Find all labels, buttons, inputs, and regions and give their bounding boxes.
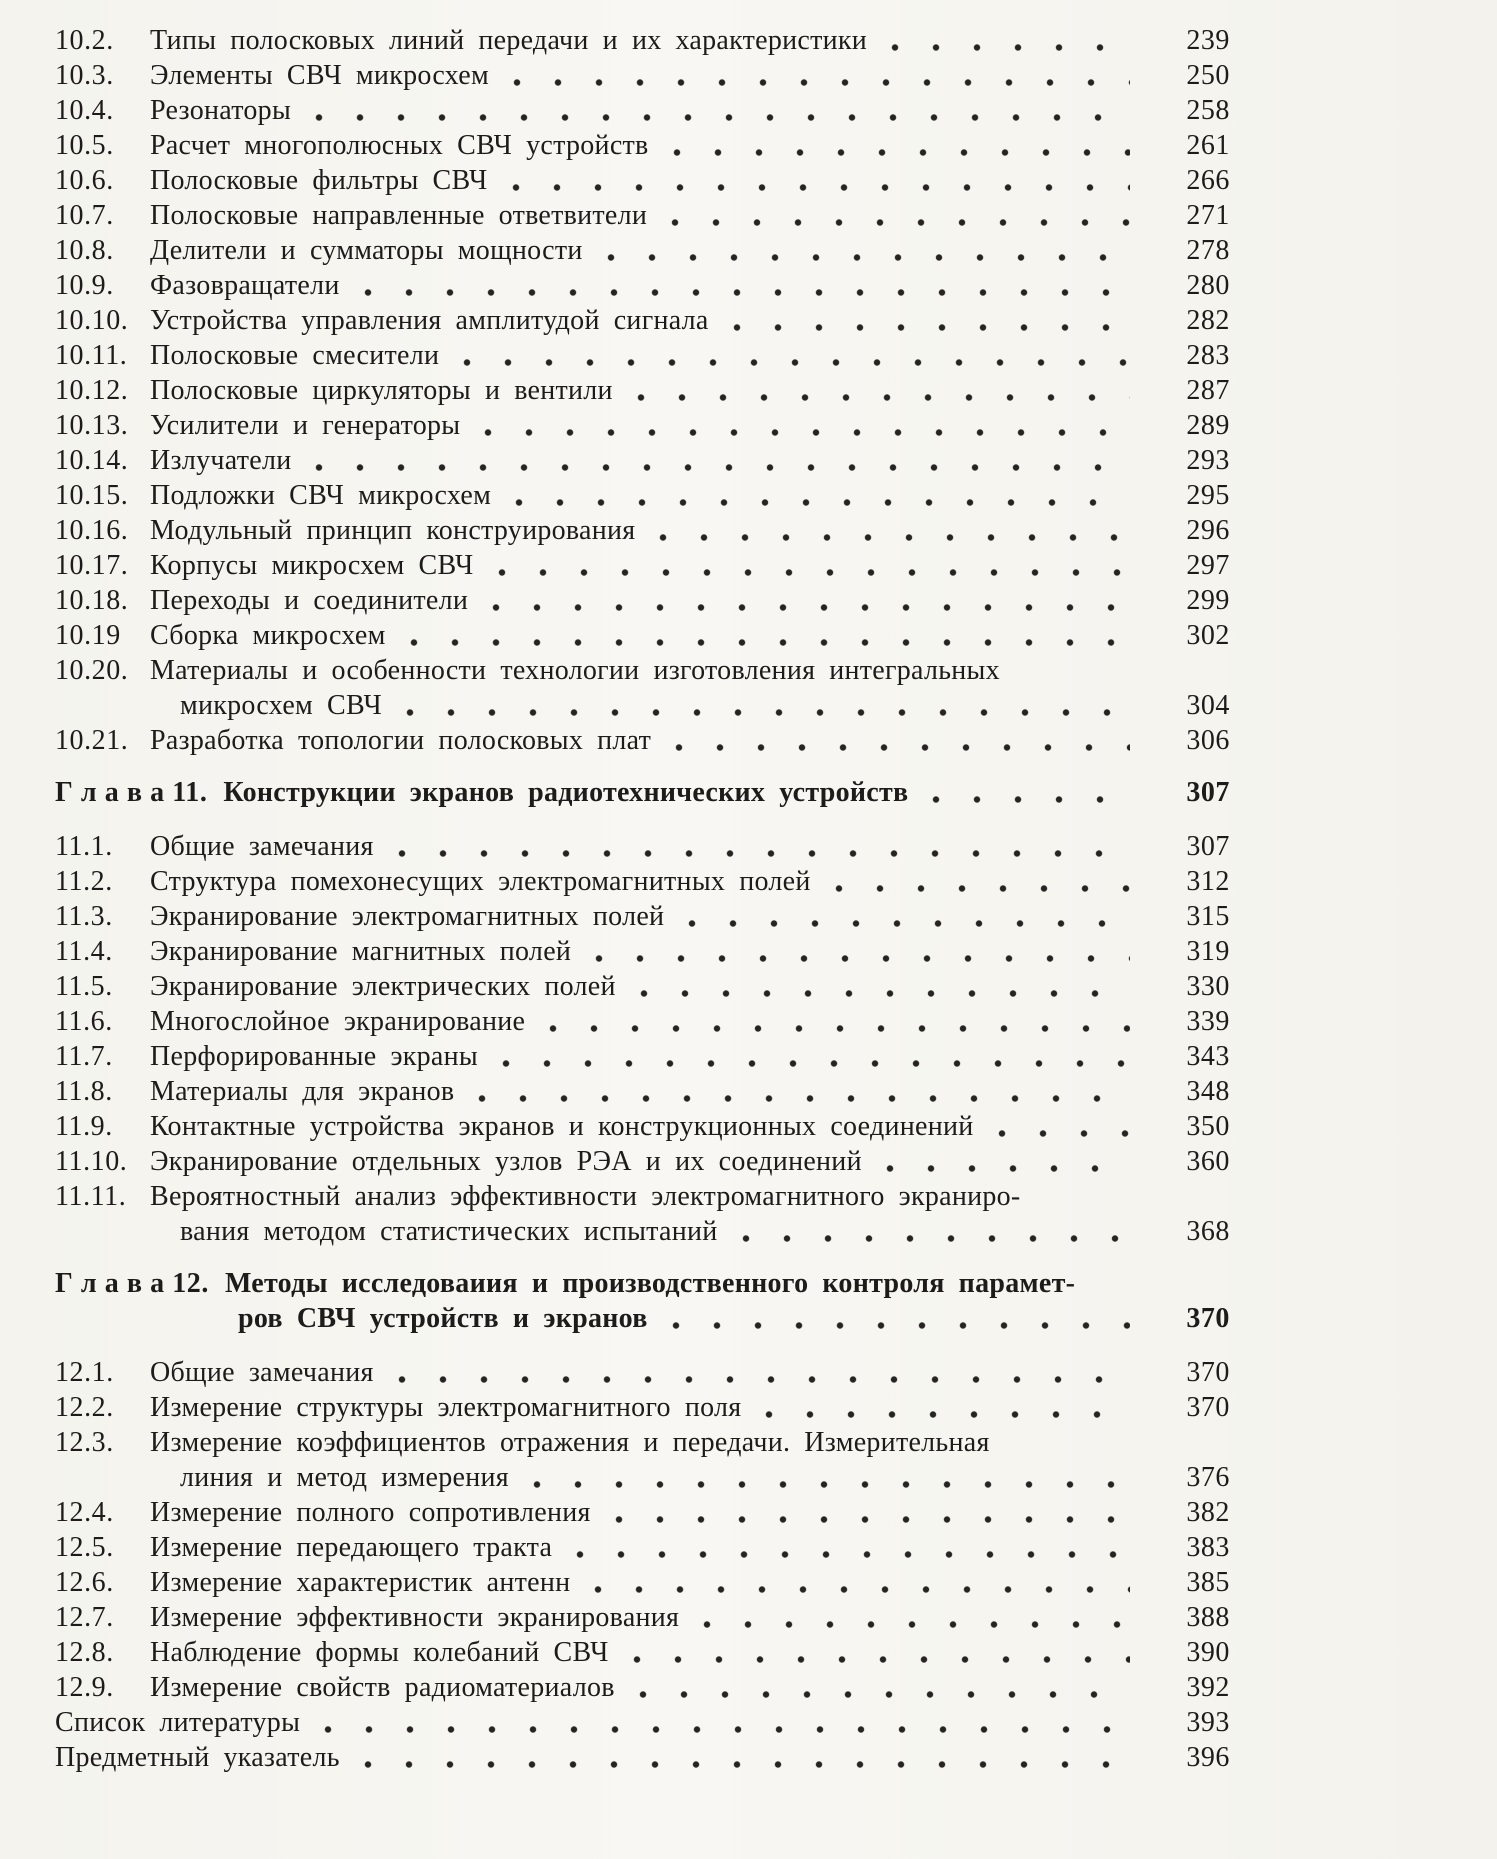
toc-entry-number: 11.3. <box>55 901 113 932</box>
toc-entry-title: Измерение свойств радиоматериалов <box>150 1672 615 1703</box>
toc-entry-number: 11.5. <box>55 971 113 1002</box>
toc-entry-page: 319 <box>1186 936 1230 967</box>
dot-leader <box>659 533 1130 542</box>
dot-leader <box>671 218 1130 227</box>
toc-entry-line <box>55 93 1230 128</box>
toc-entry-row <box>55 338 1230 373</box>
toc-entry-number: 10.11. <box>55 340 128 371</box>
toc-entry-title: Контактные устройства экранов и конструкционных соединений <box>150 1111 974 1142</box>
dot-leader <box>891 43 1130 52</box>
toc-entry-line <box>55 1495 1230 1530</box>
toc-entry-row <box>55 829 1230 864</box>
toc-entry-line <box>55 723 1230 758</box>
toc-entry-line <box>55 408 1230 443</box>
toc-entry-page: 393 <box>1186 1707 1230 1738</box>
dot-leader <box>324 1725 1130 1734</box>
toc-entry-row <box>55 548 1230 583</box>
toc-entry-title: Полосковые направленные ответвители <box>150 200 648 231</box>
toc-entry-row <box>55 1635 1230 1670</box>
toc-entry-page: 299 <box>1186 585 1230 616</box>
toc-entry-title: Конструкции экранов радиотехнических устройств <box>223 777 909 808</box>
toc-entry-line <box>55 58 1230 93</box>
toc-entry-number: 12.4. <box>55 1497 114 1528</box>
toc-entry-title: Полосковые смесители <box>150 340 440 371</box>
toc-entry-row <box>55 1495 1230 1530</box>
toc-entry-line <box>55 478 1230 513</box>
dot-leader <box>594 1585 1130 1594</box>
toc-entry-title: Элементы СВЧ микросхем <box>150 60 489 91</box>
toc-entry-title: Перфорированные экраны <box>150 1041 478 1072</box>
dot-leader <box>673 148 1130 157</box>
dot-leader <box>533 1480 1130 1489</box>
toc-entry-title: Многослойное экранирование <box>150 1006 526 1037</box>
toc-entry-line <box>55 1039 1230 1074</box>
toc-entry-number: 12.6. <box>55 1567 114 1598</box>
toc-entry-page: 239 <box>1186 25 1230 56</box>
toc-entry-line <box>55 198 1230 233</box>
toc-entry-page: 280 <box>1186 270 1230 301</box>
toc-entry-page: 261 <box>1186 130 1230 161</box>
toc-entry-page: 370 <box>1186 1303 1230 1334</box>
toc-entry-title: Общие замечания <box>150 1357 374 1388</box>
toc-entry-title: Материалы и особенности технологии изготовления интегральных <box>150 655 1000 686</box>
toc-entry-line <box>55 268 1230 303</box>
toc-entry-number: 10.16. <box>55 515 129 546</box>
toc-entry-number: 11.4. <box>55 936 113 967</box>
toc-entry-page: 289 <box>1186 410 1230 441</box>
dot-leader <box>498 568 1131 577</box>
dot-leader <box>315 113 1130 122</box>
toc-entry-page: 271 <box>1186 200 1230 231</box>
toc-entry-page: 283 <box>1186 340 1230 371</box>
toc-entry-number: 12.5. <box>55 1532 114 1563</box>
toc-entry-page: 343 <box>1186 1041 1230 1072</box>
dot-leader <box>607 253 1130 262</box>
toc-entry-page: 388 <box>1186 1602 1230 1633</box>
dot-leader <box>492 603 1130 612</box>
toc-entry-line <box>55 1109 1230 1144</box>
toc-entry-number: 10.8. <box>55 235 114 266</box>
toc-entry-page: 307 <box>1186 831 1230 862</box>
toc-entry-row <box>55 969 1230 1004</box>
toc-entry-title: Наблюдение формы колебаний СВЧ <box>150 1637 609 1668</box>
toc-entry-page: 339 <box>1186 1006 1230 1037</box>
toc-entry-line <box>55 548 1230 583</box>
toc-entry-page: 295 <box>1186 480 1230 511</box>
toc-entry-line <box>55 775 1230 810</box>
toc-entry-page: 383 <box>1186 1532 1230 1563</box>
toc-entry-title: Усилители и генераторы <box>150 410 461 441</box>
toc-entry-title: Измерение характеристик антенн <box>150 1567 571 1598</box>
toc-entry-line <box>55 1530 1230 1565</box>
toc-entry-row <box>55 443 1230 478</box>
toc-entry-number: 10.13. <box>55 410 129 441</box>
toc-entry-row <box>55 93 1230 128</box>
toc-entry-row <box>55 1179 1230 1249</box>
toc-entry-line <box>55 1301 1230 1336</box>
toc-entry-title: вания методом статистических испытаний <box>180 1216 718 1247</box>
toc-entry-row <box>55 723 1230 758</box>
toc-entry-page: 350 <box>1186 1111 1230 1142</box>
toc-entry-number: 11.7. <box>55 1041 113 1072</box>
toc-entry-page: 302 <box>1186 620 1230 651</box>
toc-entry-number: 10.6. <box>55 165 114 196</box>
toc-entry-title: Модульный принцип конструирования <box>150 515 636 546</box>
toc-entry-line <box>55 688 1230 723</box>
toc-entry-title: Структура помехонесущих электромагнитных полей <box>150 866 811 897</box>
toc-entry-title: Список литературы <box>55 1707 301 1738</box>
toc-entry-number: 10.10. <box>55 305 129 336</box>
toc-entry-number: 10.17. <box>55 550 129 581</box>
toc-entry-title: линия и метод измерения <box>180 1462 509 1493</box>
toc-entry-row <box>55 1074 1230 1109</box>
toc-entry-row <box>55 373 1230 408</box>
toc-entry-page: 376 <box>1186 1462 1230 1493</box>
toc-entry-page: 370 <box>1186 1357 1230 1388</box>
dot-leader <box>549 1024 1130 1033</box>
toc-entry-line <box>55 1004 1230 1039</box>
toc-entry-number: 11.8. <box>55 1076 113 1107</box>
toc-entry-row <box>55 1109 1230 1144</box>
toc-entry-line <box>55 23 1230 58</box>
toc-entry-page: 315 <box>1186 901 1230 932</box>
toc-entry-number: 10.15. <box>55 480 129 511</box>
toc-entry-page: 282 <box>1186 305 1230 336</box>
toc-entry-page: 390 <box>1186 1637 1230 1668</box>
toc-entry-row <box>55 303 1230 338</box>
toc-entry-row <box>55 1425 1230 1495</box>
toc-entry-row <box>55 1390 1230 1425</box>
toc-entry-title: Измерение структуры электромагнитного поля <box>150 1392 742 1423</box>
toc-entry-title: Корпусы микросхем СВЧ <box>150 550 474 581</box>
toc-entry-page: 250 <box>1186 60 1230 91</box>
toc-entry-row <box>55 408 1230 443</box>
toc-entry-title: Фазовращатели <box>150 270 340 301</box>
toc-entry-title: Вероятностный анализ эффективности электромагнитного экраниро- <box>150 1181 1021 1212</box>
toc-entry-number: 10.12. <box>55 375 129 406</box>
toc-entry-number: 10.19 <box>55 620 121 651</box>
toc-entry-line <box>55 373 1230 408</box>
toc-entry-number: Г л а в а 12. <box>55 1268 209 1299</box>
toc-entry-page: 360 <box>1186 1146 1230 1177</box>
toc-entry-line <box>55 128 1230 163</box>
toc-entry-title: Измерение полного сопротивления <box>150 1497 591 1528</box>
toc-entry-page: 330 <box>1186 971 1230 1002</box>
toc-entry-number: 12.1. <box>55 1357 114 1388</box>
toc-entry-page: 296 <box>1186 515 1230 546</box>
toc-entry-number: 10.9. <box>55 270 114 301</box>
toc-entry-row <box>55 1705 1230 1740</box>
toc-entry-line <box>55 1670 1230 1705</box>
toc-entry-row <box>55 653 1230 723</box>
toc-entry-number: 11.2. <box>55 866 113 897</box>
dot-leader <box>410 638 1130 647</box>
toc-entry-row <box>55 583 1230 618</box>
toc-entry-title: Разработка топологии полосковых плат <box>150 725 652 756</box>
toc-entry-number: 11.10. <box>55 1146 128 1177</box>
toc-entry-title: Измерение передающего тракта <box>150 1532 553 1563</box>
toc-entry-number: 12.2. <box>55 1392 114 1423</box>
toc-entry-row <box>55 198 1230 233</box>
toc-entry-line <box>55 1600 1230 1635</box>
toc-entry-number: 12.8. <box>55 1637 114 1668</box>
dot-leader <box>364 288 1130 297</box>
toc-entry-title: Расчет многополюсных СВЧ устройств <box>150 130 649 161</box>
toc-entry-line <box>55 653 1230 688</box>
toc-entry-number: Г л а в а 11. <box>55 777 208 808</box>
dot-leader <box>742 1234 1130 1243</box>
toc-entry-title: Измерение эффективности экранирования <box>150 1602 680 1633</box>
toc-entry-title: Устройства управления амплитудой сигнала <box>150 305 709 336</box>
toc-entry-line <box>55 899 1230 934</box>
toc-entry-number: 10.7. <box>55 200 114 231</box>
dot-leader <box>484 428 1130 437</box>
dot-leader <box>463 358 1130 367</box>
toc-entry-row <box>55 163 1230 198</box>
dot-leader <box>406 708 1130 717</box>
toc-entry-line <box>55 934 1230 969</box>
toc-entry-line <box>55 1390 1230 1425</box>
dot-leader <box>998 1129 1130 1138</box>
toc-entry-number: 11.6. <box>55 1006 113 1037</box>
toc-entry-number: 10.20. <box>55 655 129 686</box>
toc-entry-page: 385 <box>1186 1567 1230 1598</box>
toc-entry-number: 12.7. <box>55 1602 114 1633</box>
toc-entry-title: Полосковые фильтры СВЧ <box>150 165 488 196</box>
toc-entry-row <box>55 478 1230 513</box>
dot-leader <box>886 1164 1130 1173</box>
toc-entry-line <box>55 1740 1230 1775</box>
dot-leader <box>595 954 1130 963</box>
dot-leader <box>515 498 1130 507</box>
toc-entry-number: 10.4. <box>55 95 114 126</box>
toc-entry-title: Переходы и соединители <box>150 585 469 616</box>
toc-entry-title: Экранирование электрических полей <box>150 971 616 1002</box>
dot-leader <box>513 78 1130 87</box>
toc-entry-row <box>55 1600 1230 1635</box>
dot-leader <box>512 183 1130 192</box>
toc-entry-title: Материалы для экранов <box>150 1076 455 1107</box>
toc-entry-number: 10.2. <box>55 25 114 56</box>
toc-entry-page: 304 <box>1186 690 1230 721</box>
toc-entry-row <box>55 1355 1230 1390</box>
toc-entry-line <box>55 583 1230 618</box>
toc-entry-page: 370 <box>1186 1392 1230 1423</box>
toc-entry-title: микросхем СВЧ <box>180 690 383 721</box>
toc-entry-title: Резонаторы <box>150 95 292 126</box>
toc-entry-title: Подложки СВЧ микросхем <box>150 480 492 511</box>
toc-entry-row <box>55 1670 1230 1705</box>
toc-entry-title: Методы исследоваиия и производственного контроля парамет- <box>224 1268 1076 1299</box>
toc-entry-row <box>55 1530 1230 1565</box>
dot-leader <box>398 1375 1130 1384</box>
dot-leader <box>478 1094 1130 1103</box>
toc-entry-line <box>55 1214 1230 1249</box>
toc-entry-page: 293 <box>1186 445 1230 476</box>
toc-entry-number: 12.3. <box>55 1427 114 1458</box>
toc-entry-number: 10.21. <box>55 725 129 756</box>
toc-entry-page: 287 <box>1186 375 1230 406</box>
toc-entry-number: 11.1. <box>55 831 113 862</box>
dot-leader <box>835 884 1130 893</box>
toc-entry-title: Предметный указатель <box>55 1742 340 1773</box>
dot-leader <box>637 393 1130 402</box>
toc-entry-page: 297 <box>1186 550 1230 581</box>
dot-leader <box>733 323 1130 332</box>
toc-entry-page: 368 <box>1186 1216 1230 1247</box>
toc-entry-row <box>55 1039 1230 1074</box>
dot-leader <box>633 1655 1130 1664</box>
toc-entry-line <box>55 1705 1230 1740</box>
toc-entry-title: Полосковые циркуляторы и вентили <box>150 375 613 406</box>
toc-entry-number: 11.9. <box>55 1111 113 1142</box>
dot-leader <box>675 743 1130 752</box>
toc-entry-number: 12.9. <box>55 1672 114 1703</box>
toc-entry-line <box>55 969 1230 1004</box>
toc-entry-line <box>55 338 1230 373</box>
toc-entry-row <box>55 1004 1230 1039</box>
toc-entry-page: 266 <box>1186 165 1230 196</box>
toc-entry-row <box>55 934 1230 969</box>
toc-entry-line <box>55 1425 1230 1460</box>
toc-entry-row <box>55 1740 1230 1775</box>
dot-leader <box>688 919 1130 928</box>
dot-leader <box>672 1321 1130 1330</box>
toc-entry-row <box>55 513 1230 548</box>
toc-entry-page: 307 <box>1186 777 1230 808</box>
toc-entry-row <box>55 268 1230 303</box>
dot-leader <box>502 1059 1130 1068</box>
toc-entry-number: 10.14. <box>55 445 129 476</box>
toc-entry-line <box>55 443 1230 478</box>
toc-entry-title: Измерение коэффициентов отражения и передачи. Измерительная <box>150 1427 990 1458</box>
toc-entry-row <box>55 233 1230 268</box>
dot-leader <box>703 1620 1130 1629</box>
toc-entry-title: Типы полосковых линий передачи и их характеристики <box>150 25 868 56</box>
toc-entry-line <box>55 1266 1230 1301</box>
toc-entry-page: 392 <box>1186 1672 1230 1703</box>
toc-entry-title: Делители и сумматоры мощности <box>150 235 583 266</box>
toc-entry-number: 10.18. <box>55 585 129 616</box>
toc-entry-page: 278 <box>1186 235 1230 266</box>
toc-entry-line <box>55 303 1230 338</box>
toc-entry-row <box>55 618 1230 653</box>
toc-entry-line <box>55 1355 1230 1390</box>
toc-entry-line <box>55 1074 1230 1109</box>
toc-entry-line <box>55 513 1230 548</box>
toc-entry-line <box>55 618 1230 653</box>
toc-list <box>55 23 1230 1775</box>
toc-entry-number: 10.5. <box>55 130 114 161</box>
dot-leader <box>932 795 1130 804</box>
toc-entry-row <box>55 128 1230 163</box>
toc-entry-line <box>55 163 1230 198</box>
dot-leader <box>765 1410 1130 1419</box>
toc-entry-page: 396 <box>1186 1742 1230 1773</box>
dot-leader <box>640 989 1130 998</box>
toc-entry-row <box>55 864 1230 899</box>
toc-chapter-row <box>55 775 1230 810</box>
toc-entry-row <box>55 1144 1230 1179</box>
toc-entry-page: 312 <box>1186 866 1230 897</box>
toc-entry-row <box>55 23 1230 58</box>
dot-leader <box>615 1515 1130 1524</box>
toc-entry-page: 258 <box>1186 95 1230 126</box>
toc-entry-title: Экранирование отдельных узлов РЭА и их соединений <box>150 1146 862 1177</box>
toc-entry-row <box>55 899 1230 934</box>
toc-entry-line <box>55 1565 1230 1600</box>
toc-chapter-row <box>55 1266 1230 1336</box>
toc-entry-line <box>55 1460 1230 1495</box>
toc-entry-page: 382 <box>1186 1497 1230 1528</box>
toc-entry-number: 10.3. <box>55 60 114 91</box>
toc-entry-title: Экранирование магнитных полей <box>150 936 572 967</box>
toc-entry-line <box>55 864 1230 899</box>
toc-entry-title: Сборка микросхем <box>150 620 386 651</box>
toc-entry-title: Экранирование электромагнитных полей <box>150 901 665 932</box>
toc-entry-line <box>55 1635 1230 1670</box>
toc-entry-title: Излучатели <box>150 445 292 476</box>
dot-leader <box>398 849 1130 858</box>
toc-entry-line <box>55 829 1230 864</box>
toc-entry-line <box>55 233 1230 268</box>
toc-entry-title: Общие замечания <box>150 831 374 862</box>
dot-leader <box>364 1760 1130 1769</box>
toc-entry-row <box>55 58 1230 93</box>
toc-entry-page: 348 <box>1186 1076 1230 1107</box>
toc-entry-line <box>55 1179 1230 1214</box>
dot-leader <box>639 1690 1130 1699</box>
toc-entry-number: 11.11. <box>55 1181 127 1212</box>
toc-entry-line <box>55 1144 1230 1179</box>
dot-leader <box>576 1550 1130 1559</box>
toc-entry-row <box>55 1565 1230 1600</box>
dot-leader <box>315 463 1130 472</box>
toc-entry-page: 306 <box>1186 725 1230 756</box>
toc-entry-title: ров СВЧ устройств и экранов <box>238 1303 648 1334</box>
